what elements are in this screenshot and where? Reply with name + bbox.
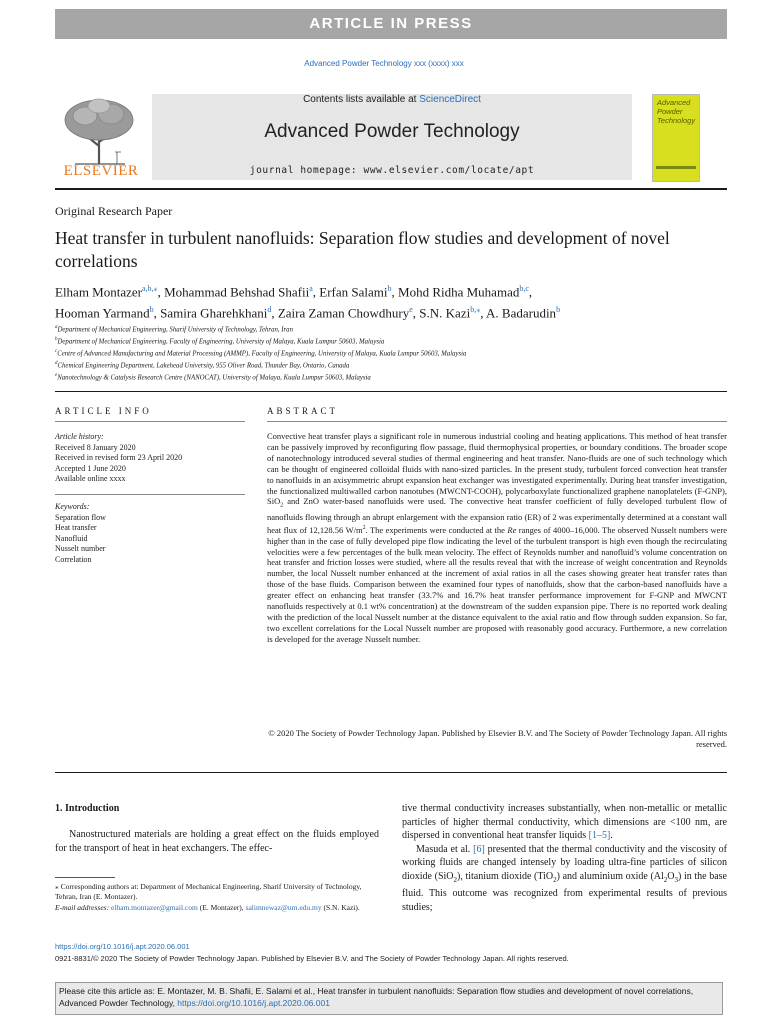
author-affiliation-marker[interactable]: a [309, 284, 313, 293]
cover-line: Advanced [657, 98, 691, 107]
journal-masthead [152, 94, 632, 180]
author-name[interactable]: Zaira Zaman Chowdhury [277, 305, 410, 321]
header-divider [55, 188, 727, 190]
cover-line: Powder [657, 107, 683, 116]
reynolds-symbol: Re [507, 524, 517, 535]
history-item: Accepted 1 June 2020 [55, 463, 126, 473]
abstract-body [267, 431, 727, 645]
subscript: 3 [674, 875, 679, 884]
body-text-right [402, 802, 727, 914]
subscript: 2 [553, 875, 557, 884]
author-separator: , [153, 305, 161, 321]
text-run: ) and aluminium oxide (Al [556, 870, 664, 882]
author-name[interactable]: A. Badarudin [486, 305, 557, 321]
history-item: Available online xxxx [55, 474, 126, 484]
text-run: . [610, 830, 613, 841]
keywords-rule [55, 494, 245, 495]
author-separator: , [528, 284, 533, 300]
subscript: 2 [453, 875, 458, 884]
contents-prefix: Contents lists available at [303, 94, 420, 105]
author-name[interactable]: Samira Gharehkhani [160, 305, 268, 321]
issn-copyright: 0921-8831/© 2020 The Society of Powder Technology Japan. Published by Elsevier B.V. and The Society of Powder Technology Japan. All rights reserved. [55, 954, 569, 963]
section-heading-introduction: 1. Introduction [55, 803, 120, 814]
sciencedirect-link[interactable]: ScienceDirect [419, 94, 481, 105]
email-owner: (E. Montazer), [197, 902, 246, 912]
article-info-rule [55, 421, 245, 422]
keyword-item: Heat transfer [55, 523, 97, 533]
author-affiliation-marker[interactable]: a,b,⁎ [142, 284, 158, 293]
citation-box [55, 982, 723, 1015]
author-separator: , [271, 305, 278, 321]
info-divider [55, 391, 727, 392]
email-owner: (S.N. Kazi). [321, 902, 360, 912]
author-affiliation-marker[interactable]: e [409, 305, 413, 315]
text-run: Masuda et al. [416, 843, 474, 855]
affiliation-item [55, 347, 727, 359]
journal-reference-link[interactable]: Advanced Powder Technology xxx (xxxx) xxx [304, 59, 464, 68]
author-separator: , [157, 284, 165, 300]
keyword-item: Nusselt number [55, 544, 106, 554]
article-title: Heat transfer in turbulent nanofluids: Separation flow studies and development of novel correlations [55, 228, 670, 271]
text-run: ) in the base fluid. This outcome was recognized from experimental results of previous studies; [402, 870, 727, 913]
abstract-heading: ABSTRACT [267, 406, 339, 416]
text-run: O [667, 870, 675, 882]
affiliation-key: a [55, 325, 58, 330]
superscript: 2 [362, 524, 366, 531]
author-affiliation-marker[interactable]: b,c [519, 284, 529, 293]
author-separator: , [480, 305, 487, 321]
elsevier-tree-icon [55, 94, 147, 166]
affiliation-key: b [55, 336, 58, 342]
email-line [55, 903, 379, 913]
author-list [55, 280, 727, 323]
email-link[interactable]: salimnewaz@um.edu.my [245, 902, 322, 912]
publisher-logo[interactable] [55, 94, 147, 180]
affiliation-item [55, 335, 727, 347]
cover-title [657, 98, 695, 125]
affiliation-item [55, 371, 727, 383]
author-name[interactable]: Mohammad Behshad Shafii [164, 284, 310, 300]
email-label: E-mail addresses: [55, 902, 111, 912]
journal-homepage[interactable]: journal homepage: www.elsevier.com/locate/apt [249, 165, 535, 176]
abstract-text: Convective heat transfer plays a significant role in numerous industrial cooling and heating applications. This method of heat transfer can be passively improved by reconfiguring flow passage, fluid thermophysical properties, or boundary conditions. The broader scope of nanotechnology introduced several studies of thermal engineering and heat transfer. Nano-fluids are one of such technology which can be thought of engineered colloidal fluids with nano-sized particles. In the present study, turbulent forced convection heat transfer to nanofluids in an axisymmetric abrupt expansion heat exchanger was investigated experimentally. During heat transfer investigation, the functionalized multiwalled carbon nanotubes (MWCNT-COOH), polycarboxylate functionalized graphene nanoplatelets (F-GNP), SiO [267, 431, 727, 507]
keywords [55, 502, 245, 566]
affiliation-text: Department of Mechanical Engineering, Sharif University of Technology, Tehran, Iran [57, 326, 293, 334]
corresponding-author-note: ⁎ Corresponding authors at: Department of Mechanical Engineering, Sharif University of Technology, Tehran, Iran (E. Montazer). [55, 882, 362, 902]
affiliation-text: Chemical Engineering Department, Lakehead University, 955 Oliver Road, Thunder Bay, Ontario, Canada [57, 362, 350, 370]
history-item: Received 8 January 2020 [55, 442, 136, 452]
history-label: Article history: [55, 432, 104, 441]
keyword-item: Separation flow [55, 512, 106, 522]
article-history [55, 432, 245, 485]
citation-doi-link[interactable]: https://doi.org/10.1016/j.apt.2020.06.001 [177, 998, 330, 1008]
contents-line [152, 94, 632, 105]
footnote-rule [55, 877, 115, 878]
citation-link[interactable]: [1–5] [588, 830, 611, 841]
journal-title[interactable]: Advanced Powder Technology [264, 121, 520, 142]
keyword-item: Correlation [55, 554, 92, 564]
author-affiliation-marker[interactable]: b,⁎ [470, 305, 481, 315]
affiliation-text: Department of Mechanical Engineering, Faculty of Engineering, University of Malaya, Kuala Lumpur 50603, Malaysia [57, 338, 385, 346]
affiliation-text: Centre of Advanced Manufacturing and Material Processing (AMMP), Faculty of Engineering, University of Malaya, Kuala Lumpur 50603, Malaysia [57, 350, 467, 358]
affiliation-text: Nanotechnology & Catalysis Research Centre (NANOCAT), University of Malaya, Kuala Lumpur 50603, Malaysia [57, 374, 371, 382]
article-type: Original Research Paper [55, 204, 173, 218]
affiliation-key: c [55, 348, 58, 354]
author-name[interactable]: Erfan Salami [319, 284, 388, 300]
affiliation-key: d [55, 360, 58, 366]
abstract-rule [267, 421, 727, 422]
affiliation-item [55, 359, 727, 371]
body-divider [55, 772, 727, 773]
author-affiliation-marker[interactable]: b [149, 305, 154, 315]
author-name[interactable]: Hooman Yarmand [55, 305, 150, 321]
publisher-name: ELSEVIER [63, 163, 139, 179]
cover-strip [656, 166, 696, 169]
subscript: 2 [663, 875, 668, 884]
article-in-press-banner: ARTICLE IN PRESS [55, 9, 727, 39]
author-name[interactable]: S.N. Kazi [419, 305, 471, 321]
email-link[interactable]: elham.montazer@gmail.com [110, 902, 198, 912]
paragraph [402, 802, 727, 843]
abstract-copyright: © 2020 The Society of Powder Technology Japan. Published by Elsevier B.V. and The Society of Powder Technology Japan. All rights reserved. [268, 728, 727, 749]
affiliation-key: e [55, 372, 58, 378]
doi-link[interactable]: https://doi.org/10.1016/j.apt.2020.06.001 [55, 942, 190, 951]
history-item: Received in revised form 23 April 2020 [55, 453, 183, 463]
abstract-text: ranges of 4000–16,000. The observed Nusselt numbers were higher than in the case of fully developed pipe flow indicating the level of the turbulent transport is high even though the recirculating velocities were a few percentages of the bulk mean velocity. The effect of Reynolds number and nanofluid’s volume concentration on heat transfer and friction losses were studied, where all the results reveal that with the increase of weight concentration and Reynolds number, the local Nusselt number enhanced at the increment of axial ratios in all the cases showing greater heat transfer rates than those of the base fluids. Comparison between the examined four types of nanofluids, show that the carbon-based nanofluids have a greater effect on enhancing heat transfer (33.7% and 16.7% heat transfer performance improvement for F-GNP and MWCNT nanofluids respectively at 0.1 wt% concentration) at the downstream of the sudden expansion pipe. There is no reported work dealing with the prediction of the local Nusselt number at the distance equivalent to the axial ratio and flow through sudden expansion. So far, two excellent correlations for the Local Nusselt number are proposed with reasonably good accuracy. Furthermore, a new correlation is developed for the average Nusselt number. [267, 524, 727, 644]
paragraph [402, 843, 727, 915]
author-affiliation-marker[interactable]: d [267, 305, 272, 315]
keywords-label: Keywords: [55, 502, 90, 511]
author-separator: , [312, 284, 320, 300]
affiliation-item [55, 323, 727, 335]
author-separator: , [391, 284, 399, 300]
citation-text: Please cite this article as: E. Montazer, M. B. Shafii, E. Salami et al., Heat transfer in turbulent nanofluids: Separation flow studies and development of novel correlations, Advanced Powder Technology, [59, 986, 694, 1008]
author-separator: , [412, 305, 420, 321]
author-affiliation-marker[interactable]: b [556, 305, 561, 315]
abstract-text: . The experiments were conducted at the [365, 524, 508, 535]
journal-cover-thumbnail[interactable] [652, 94, 700, 182]
author-name[interactable]: Mohd Ridha Muhamad [398, 284, 520, 300]
citation-link[interactable]: [6] [473, 843, 485, 855]
subscript: 2 [280, 503, 284, 510]
author-name[interactable]: Elham Montazer [55, 284, 142, 300]
text-run: ), titanium dioxide (TiO [457, 870, 554, 882]
cover-line: Technology [657, 116, 696, 125]
text-run: presented that the thermal conductivity and the viscosity of working fluids are changed intensely by loading ultra-fine particles of silicon dioxide (SiO [402, 843, 727, 882]
body-text-left: Nanostructured materials are holding a great effect on the fluids employed for the transport of heat in heat exchangers. The effec- [55, 829, 379, 854]
text-run: tive thermal conductivity increases substantially, when non-metallic or metallic particles of higher thermal conductivity, which dimensions are <100 nm, are dispersed in conventional heat transfer liquids [402, 803, 727, 841]
affiliations [55, 323, 727, 383]
footnote [55, 882, 379, 913]
author-affiliation-marker[interactable]: b [387, 284, 392, 293]
article-info-heading: ARTICLE INFO [55, 406, 152, 416]
keyword-item: Nanofluid [55, 533, 88, 543]
abstract-text: and ZnO water-based nanofluids were used. The convective heat transfer coefficient of fully developed turbulent flow of nanofluids flowing through an abrupt enlargement with the expansion ratio (ER) of 2 was experimentally determined at a constant wall heat flux of 12,128.56 W/m [267, 496, 727, 535]
